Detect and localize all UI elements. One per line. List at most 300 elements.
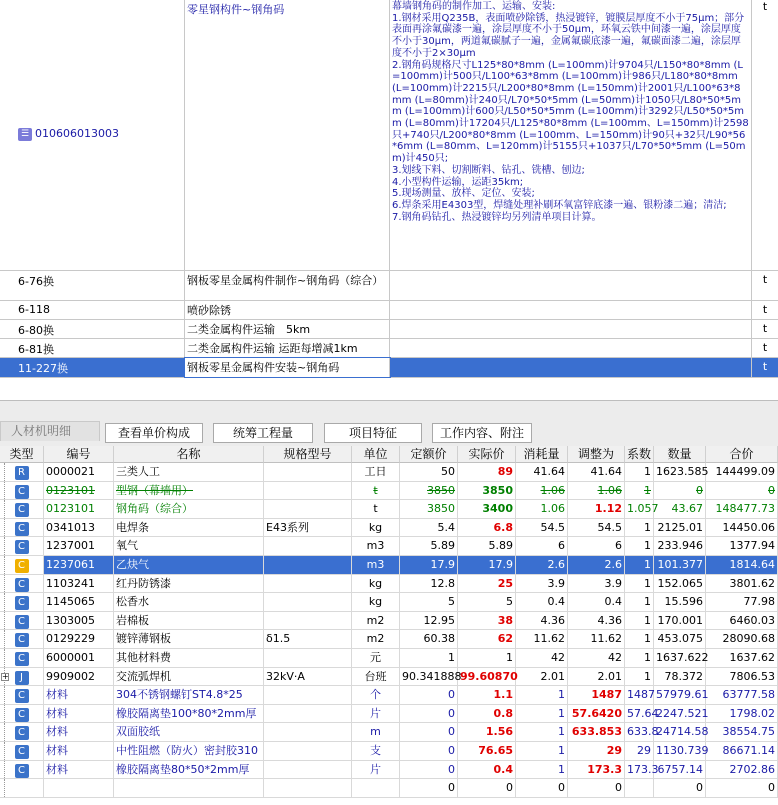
quota-row[interactable] [0, 339, 778, 358]
quota-price-cell: 0 [400, 686, 458, 704]
quota-row[interactable] [0, 301, 778, 320]
quota-features [390, 320, 752, 338]
adjusted-cell: 1487 [568, 686, 625, 704]
spec-cell [264, 705, 352, 723]
consumption-cell: 1 [516, 742, 568, 760]
type-cell [0, 482, 44, 500]
unit-cell: 工日 [352, 463, 400, 481]
actual-price-cell: 5.89 [458, 537, 516, 555]
type-badge-icon: J [15, 671, 29, 685]
type-cell [0, 612, 44, 630]
coefficient-cell: 1 [625, 556, 654, 574]
coefficient-cell: 29 [625, 742, 654, 760]
quota-price-cell: 12.8 [400, 575, 458, 593]
consumption-cell: 42 [516, 649, 568, 667]
actual-price-cell: 3850 [458, 482, 516, 500]
quota-price-cell: 0 [400, 761, 458, 779]
spec-cell [264, 593, 352, 611]
coefficient-cell: 633.8 [625, 723, 654, 741]
type-cell [0, 761, 44, 779]
tree-line [4, 575, 5, 593]
actual-price-cell: 38 [458, 612, 516, 630]
quantity-cell: 78.372 [654, 668, 706, 686]
spec-cell [264, 779, 352, 797]
code-cell: 1303005 [44, 612, 114, 630]
code-cell: 6000001 [44, 649, 114, 667]
quota-name: 钢板零星金属构件安装~钢角码 [185, 358, 390, 377]
quota-code: 6-76换 [0, 271, 185, 300]
quota-code: 11-227换 [0, 358, 185, 377]
adjusted-cell: 0.4 [568, 593, 625, 611]
spec-cell [264, 686, 352, 704]
coefficient-cell [625, 779, 654, 797]
name-cell: 氧气 [114, 537, 264, 555]
quota-price-cell: 3850 [400, 482, 458, 500]
spec-cell [264, 742, 352, 760]
actual-price-cell: 0.4 [458, 761, 516, 779]
consumption-cell: 1.06 [516, 482, 568, 500]
grid-empty-area [0, 378, 778, 400]
total-cell: 148477.73 [706, 500, 778, 518]
unit-cell: 片 [352, 705, 400, 723]
unit-cell: t [352, 500, 400, 518]
name-cell: 红丹防锈漆 [114, 575, 264, 593]
adjusted-cell: 173.3 [568, 761, 625, 779]
actual-price-cell: 0.8 [458, 705, 516, 723]
tab-labor-material-machine[interactable]: 人材机明细 [0, 421, 100, 441]
adjusted-cell: 633.853 [568, 723, 625, 741]
quota-price-cell: 5.89 [400, 537, 458, 555]
list-icon: ☰ [18, 128, 32, 141]
total-cell: 6460.03 [706, 612, 778, 630]
table-row[interactable] [0, 705, 778, 724]
tree-line [4, 612, 5, 630]
quantity-cell: 24714.58 [654, 723, 706, 741]
expand-icon[interactable]: + [2, 671, 9, 681]
quota-price-cell: 0 [400, 779, 458, 797]
unit-cell: 台班 [352, 668, 400, 686]
consumption-cell: 3.9 [516, 575, 568, 593]
column-header[interactable]: 系数 [625, 446, 654, 463]
column-header[interactable]: 实际价 [458, 446, 516, 463]
total-cell: 1377.94 [706, 537, 778, 555]
table-row[interactable] [0, 649, 778, 668]
tree-line [4, 761, 5, 779]
type-cell [0, 649, 44, 667]
type-badge-icon: C [15, 615, 29, 629]
item-unit: t [762, 0, 768, 13]
name-cell: 304不锈钢螺钉ST4.8*25 [114, 686, 264, 704]
spec-cell [264, 723, 352, 741]
type-cell [0, 779, 44, 797]
table-row[interactable] [0, 593, 778, 612]
consumption-cell: 11.62 [516, 630, 568, 648]
type-cell [0, 668, 44, 686]
quota-unit: t [762, 273, 768, 286]
consumption-cell: 0.4 [516, 593, 568, 611]
consumption-cell: 41.64 [516, 463, 568, 481]
quantity-cell: 1130.739 [654, 742, 706, 760]
name-cell: 橡胶隔离垫80*50*2mm厚 [114, 761, 264, 779]
coefficient-cell: 1.057 [625, 500, 654, 518]
quota-row[interactable] [0, 320, 778, 339]
table-row[interactable] [0, 500, 778, 519]
code-cell: 0000021 [44, 463, 114, 481]
type-cell [0, 575, 44, 593]
total-cell: 1637.62 [706, 649, 778, 667]
quota-price-cell: 50 [400, 463, 458, 481]
spec-cell: 32kV·A [264, 668, 352, 686]
coefficient-cell: 1 [625, 668, 654, 686]
tree-line [4, 630, 5, 648]
quantity-cell: 2125.01 [654, 519, 706, 537]
column-header[interactable]: 单位 [352, 446, 400, 463]
work-content-notes-button[interactable]: 工作内容、附注 [432, 423, 532, 443]
quota-code: 6-80换 [0, 320, 185, 338]
tree-line [4, 593, 5, 611]
item-features: 幕墙钢角码的制作加工、运输、安装: 1.钢材采用Q235B，表面喷砂除锈，热浸镀锌，镀膜层厚度不小于75μm；部分表面再涂氟碳漆一遍，涂层厚度不小于50μm，环氧云铁中间漆一遍，涂层厚度不小于30μm，两道氟碳腻子一遍，金属氟碳底漆一遍，氟碳面漆二遍，涂层厚度不小于2×30μm 2.钢角码规格尺寸L125*80*8mm (L=100mm)计9704只/L150*80*8mm (L=100mm)计500只/L100*63*8mm (L=100mm)计986只/L180*80*8mm (L=100mm)计2215只/L200*80*8mm (L=150mm)计2001只/L100*63*8mm (L=80mm)计240只/L70*50*5mm (L=50mm)计1050只/L80*50*5mm (L=100mm)计600只/L50*50*5mm (L=100mm)计3292只/L50*50*5mm (L=80mm)计17204只/L125*80*8mm (L=100mm、L=150mm)计2598只+740只/L200*80*8mm (L=100mm、L=150mm)计90只+32只/L90*56*6mm (L=80mm、L=120mm)计5155只+1037只/L70*50*5mm (L=50mm)计450只; 3.划线下料、切割断料、钻孔、铣槽、刨边; 4.小型构件运输，运距35km; 5.现场测量、放样、定位、安装; 6.焊条采用E4303型，焊缝处理补刷环氧富锌底漆一遍、银粉漆二遍；清洁; 7.钢角码钻孔、热浸镀锌均另列清单项目计算。 [392, 1, 749, 223]
consumption-cell: 1 [516, 705, 568, 723]
coefficient-cell: 1 [625, 482, 654, 500]
total-cell: 86671.14 [706, 742, 778, 760]
type-badge-icon: C [15, 485, 29, 499]
tree-line [4, 463, 5, 481]
bill-items-grid [0, 0, 778, 378]
type-badge-icon: C [15, 708, 29, 722]
code-cell: 材料 [44, 705, 114, 723]
type-cell [0, 500, 44, 518]
type-badge-icon: C [15, 764, 29, 778]
type-cell [0, 537, 44, 555]
quantity-cell: 1623.585 [654, 463, 706, 481]
adjusted-cell: 57.6420 [568, 705, 625, 723]
total-cell: 14450.06 [706, 519, 778, 537]
table-row[interactable] [0, 742, 778, 761]
quantity-cell: 170.001 [654, 612, 706, 630]
table-row[interactable] [0, 723, 778, 742]
total-cell: 144499.09 [706, 463, 778, 481]
column-header[interactable]: 类型 [0, 446, 44, 463]
unit-cell: m2 [352, 630, 400, 648]
table-row[interactable] [0, 482, 778, 501]
quantity-cell: 0 [654, 779, 706, 797]
adjusted-cell: 4.36 [568, 612, 625, 630]
unit-cell [352, 779, 400, 797]
quota-price-cell: 90.341888 [400, 668, 458, 686]
type-badge-icon: C [15, 689, 29, 703]
consumption-cell: 2.6 [516, 556, 568, 574]
consumption-cell: 4.36 [516, 612, 568, 630]
adjusted-cell: 11.62 [568, 630, 625, 648]
quota-unit: t [762, 341, 768, 354]
quota-price-cell: 5.4 [400, 519, 458, 537]
table-row[interactable] [0, 537, 778, 556]
type-badge-icon: R [15, 466, 29, 480]
tree-line [4, 723, 5, 741]
quota-unit: t [762, 303, 768, 316]
unit-cell: kg [352, 519, 400, 537]
code-cell: 0123101 [44, 500, 114, 518]
unit-cell: 片 [352, 761, 400, 779]
type-badge-icon: C [15, 540, 29, 554]
table-row[interactable] [0, 463, 778, 482]
quota-name: 二类金属构件运输 运距每增减1km [185, 339, 390, 357]
code-cell: 1237061 [44, 556, 114, 574]
name-cell: 其他材料费 [114, 649, 264, 667]
quantity-cell: 15.596 [654, 593, 706, 611]
adjusted-cell: 41.64 [568, 463, 625, 481]
name-cell: 双面胶纸 [114, 723, 264, 741]
actual-price-cell: 25 [458, 575, 516, 593]
quota-name: 喷砂除锈 [185, 301, 390, 319]
actual-price-cell: 5 [458, 593, 516, 611]
adjusted-cell: 2.6 [568, 556, 625, 574]
type-badge-icon: C [15, 745, 29, 759]
quota-unit: t [762, 322, 768, 335]
adjusted-cell: 1.06 [568, 482, 625, 500]
code-cell [44, 779, 114, 797]
total-cell: 1798.02 [706, 705, 778, 723]
type-cell [0, 705, 44, 723]
quota-price-cell: 3850 [400, 500, 458, 518]
adjusted-cell: 0 [568, 779, 625, 797]
tree-line [4, 482, 5, 500]
consumption-cell: 54.5 [516, 519, 568, 537]
adjusted-cell: 29 [568, 742, 625, 760]
coefficient-cell: 1 [625, 537, 654, 555]
name-cell: 电焊条 [114, 519, 264, 537]
tree-line [4, 537, 5, 555]
type-cell [0, 463, 44, 481]
total-cell: 77.98 [706, 593, 778, 611]
type-cell [0, 593, 44, 611]
quota-price-cell: 0 [400, 742, 458, 760]
unit-cell: m [352, 723, 400, 741]
type-badge-icon: C [15, 578, 29, 592]
actual-price-cell: 89 [458, 463, 516, 481]
unit-cell: m2 [352, 612, 400, 630]
unit-cell: 支 [352, 742, 400, 760]
code-cell: 0123101 [44, 482, 114, 500]
type-cell [0, 723, 44, 741]
type-badge-icon: C [15, 559, 29, 573]
coefficient-cell: 57.64 [625, 705, 654, 723]
unit-cell: m3 [352, 537, 400, 555]
total-cell: 0 [706, 779, 778, 797]
table-row[interactable] [0, 630, 778, 649]
quantity-planning-button[interactable]: 统筹工程量 [213, 423, 313, 443]
total-cell: 3801.62 [706, 575, 778, 593]
type-badge-icon: C [15, 596, 29, 610]
quota-price-cell: 1 [400, 649, 458, 667]
name-cell: 交流弧焊机 [114, 668, 264, 686]
quantity-cell: 152.065 [654, 575, 706, 593]
total-cell: 63777.58 [706, 686, 778, 704]
quantity-cell: 57979.61 [654, 686, 706, 704]
consumption-cell: 0 [516, 779, 568, 797]
quota-features [390, 358, 752, 377]
spec-cell [264, 556, 352, 574]
name-cell: 橡胶隔离垫100*80*2mm厚 [114, 705, 264, 723]
type-badge-icon: C [15, 522, 29, 536]
adjusted-cell: 42 [568, 649, 625, 667]
name-cell: 岩棉板 [114, 612, 264, 630]
table-row[interactable] [0, 779, 778, 798]
type-badge-icon: C [15, 503, 29, 517]
consumption-cell: 1 [516, 723, 568, 741]
quantity-cell: 0 [654, 482, 706, 500]
unit-cell: m3 [352, 556, 400, 574]
tree-line [4, 649, 5, 667]
type-badge-icon: C [15, 633, 29, 647]
type-cell [0, 519, 44, 537]
code-cell: 1145065 [44, 593, 114, 611]
tree-line [4, 519, 5, 537]
column-header[interactable]: 规格型号 [264, 446, 352, 463]
actual-price-cell: 0 [458, 779, 516, 797]
view-price-breakdown-button[interactable]: 查看单价构成 [105, 423, 203, 443]
consumption-cell: 1 [516, 686, 568, 704]
quantity-cell: 2247.521 [654, 705, 706, 723]
code-cell: 材料 [44, 761, 114, 779]
quota-code: 6-118 [0, 301, 185, 319]
quota-price-cell: 0 [400, 723, 458, 741]
actual-price-cell: 1.56 [458, 723, 516, 741]
name-cell: 镀锌薄钢板 [114, 630, 264, 648]
spec-cell [264, 463, 352, 481]
actual-price-cell: 6.8 [458, 519, 516, 537]
name-cell [114, 779, 264, 797]
coefficient-cell: 1 [625, 575, 654, 593]
item-code: 010606013003 [35, 127, 119, 140]
quantity-cell: 233.946 [654, 537, 706, 555]
adjusted-cell: 54.5 [568, 519, 625, 537]
type-badge-icon: C [15, 726, 29, 740]
consumption-cell: 6 [516, 537, 568, 555]
column-header[interactable]: 调整为 [568, 446, 625, 463]
table-row[interactable] [0, 686, 778, 705]
spec-cell [264, 761, 352, 779]
table-row[interactable] [0, 612, 778, 631]
actual-price-cell: 76.65 [458, 742, 516, 760]
table-row-selected[interactable] [0, 556, 778, 575]
column-header[interactable]: 编号 [44, 446, 114, 463]
name-cell: 中性阻燃（防火）密封胶310 [114, 742, 264, 760]
spec-cell [264, 537, 352, 555]
consumption-cell: 2.01 [516, 668, 568, 686]
bill-item-row[interactable] [0, 0, 778, 271]
code-cell: 1103241 [44, 575, 114, 593]
tree-line [4, 500, 5, 518]
actual-price-cell: 99.60870 [458, 668, 516, 686]
quota-features [390, 271, 752, 300]
actual-price-cell: 1.1 [458, 686, 516, 704]
table-row[interactable] [0, 519, 778, 538]
actual-price-cell: 3400 [458, 500, 516, 518]
total-cell: 28090.68 [706, 630, 778, 648]
quota-price-cell: 0 [400, 705, 458, 723]
spec-cell [264, 575, 352, 593]
quota-row-selected[interactable] [0, 358, 778, 378]
coefficient-cell: 1 [625, 612, 654, 630]
quota-unit: t [752, 358, 778, 377]
quota-name: 二类金属构件运输 5km [185, 320, 390, 338]
coefficient-cell: 1 [625, 463, 654, 481]
name-cell: 型钢（幕墙用） [114, 482, 264, 500]
coefficient-cell: 1487 [625, 686, 654, 704]
total-cell: 1814.64 [706, 556, 778, 574]
tree-line [4, 556, 5, 574]
quantity-cell: 1637.622 [654, 649, 706, 667]
actual-price-cell: 17.9 [458, 556, 516, 574]
spec-cell [264, 482, 352, 500]
unit-cell: kg [352, 593, 400, 611]
tree-line [4, 686, 5, 704]
quantity-cell: 6757.14 [654, 761, 706, 779]
coefficient-cell: 173.3 [625, 761, 654, 779]
unit-cell: kg [352, 575, 400, 593]
code-cell: 材料 [44, 686, 114, 704]
total-cell: 38554.75 [706, 723, 778, 741]
actual-price-cell: 1 [458, 649, 516, 667]
quota-price-cell: 60.38 [400, 630, 458, 648]
spec-cell: E43系列 [264, 519, 352, 537]
table-row[interactable] [0, 668, 778, 687]
spec-cell [264, 500, 352, 518]
tree-line [4, 705, 5, 723]
coefficient-cell: 1 [625, 593, 654, 611]
type-cell [0, 556, 44, 574]
code-cell: 材料 [44, 742, 114, 760]
tree-line [4, 779, 5, 797]
name-cell: 乙炔气 [114, 556, 264, 574]
code-cell: 0129229 [44, 630, 114, 648]
resource-detail-table [0, 446, 778, 805]
detail-tabbar [0, 400, 778, 446]
table-row[interactable] [0, 575, 778, 594]
column-header[interactable]: 合价 [706, 446, 778, 463]
quota-row[interactable] [0, 271, 778, 301]
type-cell [0, 686, 44, 704]
type-badge-icon: C [15, 652, 29, 666]
total-cell: 7806.53 [706, 668, 778, 686]
spec-cell [264, 649, 352, 667]
item-features-button[interactable]: 项目特征 [324, 423, 422, 443]
name-cell: 三类人工 [114, 463, 264, 481]
tree-line [4, 742, 5, 760]
quantity-cell: 43.67 [654, 500, 706, 518]
spec-cell: δ1.5 [264, 630, 352, 648]
quota-price-cell: 12.95 [400, 612, 458, 630]
coefficient-cell: 1 [625, 649, 654, 667]
quota-code: 6-81换 [0, 339, 185, 357]
total-cell: 0 [706, 482, 778, 500]
column-header[interactable]: 定额价 [400, 446, 458, 463]
name-cell: 松香水 [114, 593, 264, 611]
adjusted-cell: 1.12 [568, 500, 625, 518]
consumption-cell: 1 [516, 761, 568, 779]
table-row[interactable] [0, 761, 778, 780]
type-cell [0, 630, 44, 648]
column-header[interactable]: 数量 [654, 446, 706, 463]
total-cell: 2702.86 [706, 761, 778, 779]
code-cell: 材料 [44, 723, 114, 741]
spec-cell [264, 612, 352, 630]
column-header[interactable]: 消耗量 [516, 446, 568, 463]
column-header[interactable]: 名称 [114, 446, 264, 463]
unit-cell: 个 [352, 686, 400, 704]
code-cell: 1237001 [44, 537, 114, 555]
